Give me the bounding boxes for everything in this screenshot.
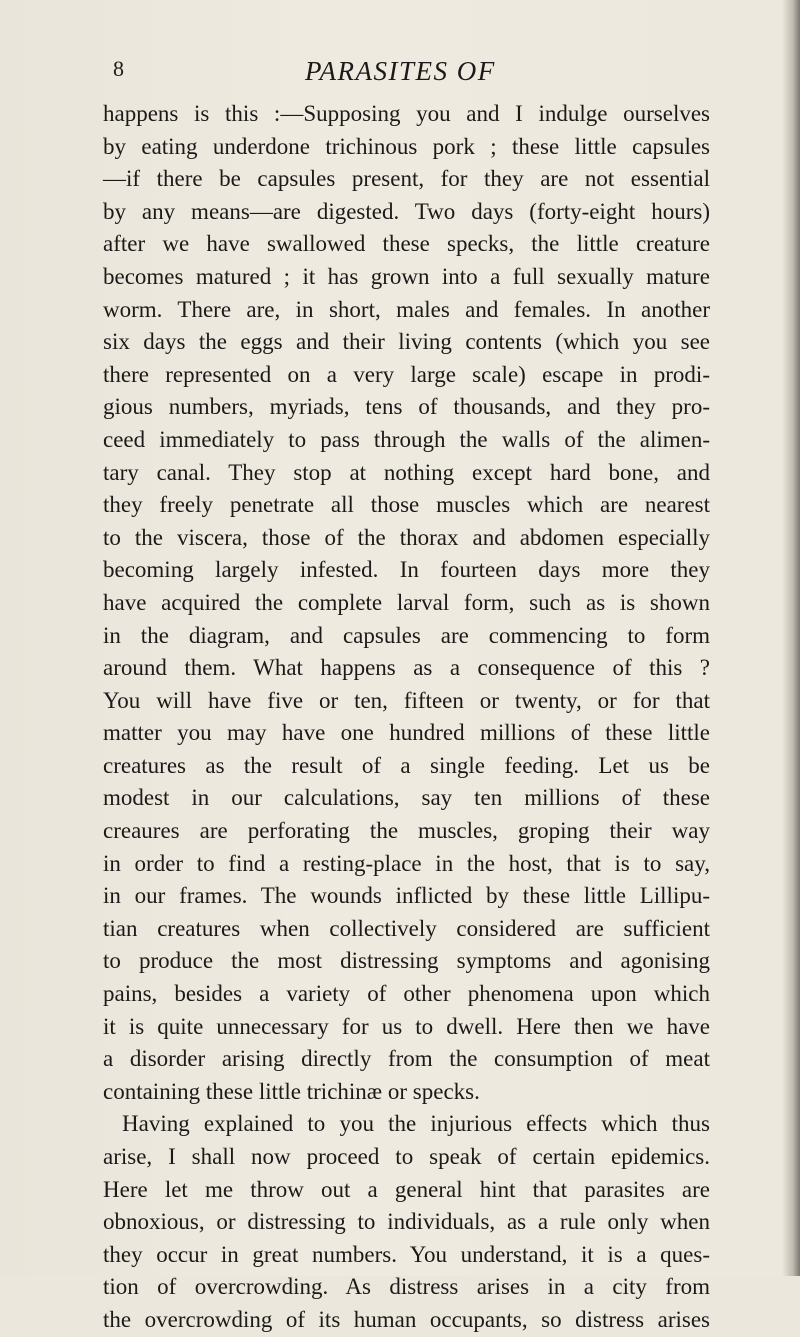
- text-line: to produce the most distressing symptoms and agonising: [103, 948, 710, 974]
- text-line: arise, I shall now proceed to speak of certain epidemics.: [103, 1144, 710, 1169]
- text-line: tion of overcrowding. As distress arises in a city from: [103, 1274, 710, 1300]
- text-line: obnoxious, or distressing to individuals, as a rule only when: [103, 1209, 710, 1235]
- text-line: there represented on a very large scale) escape in prodi-: [103, 361, 710, 387]
- running-head: PARASITES OF: [305, 56, 496, 86]
- text-line: in our frames. The wounds inflicted by these little Lillipu-: [103, 883, 710, 909]
- text-line: becomes matured ; it has grown into a full sexually mature: [103, 263, 710, 289]
- text-line: tary canal. They stop at nothing except hard bone, and: [103, 459, 710, 485]
- text-line: they freely penetrate all those muscles which are nearest: [103, 492, 710, 518]
- text-line: worm. There are, in short, males and females. In another: [103, 296, 710, 322]
- text-line: six days the eggs and their living contents (which you see: [103, 329, 710, 355]
- text-line: You will have five or ten, fifteen or twenty, or for that: [103, 687, 710, 713]
- text-line: creaures are perforating the muscles, groping their way: [103, 818, 710, 844]
- text-line: they occur in great numbers. You understand, it is a ques-: [103, 1241, 710, 1267]
- text-line: happens is this :—Supposing you and I indulge ourselves: [103, 101, 710, 126]
- text-line: the overcrowding of its human occupants, so distress arises: [103, 1306, 710, 1332]
- body-text: [103, 98, 710, 1337]
- text-line: in order to find a resting-place in the host, that is to say,: [103, 850, 710, 876]
- text-line: —if there be capsules present, for they are not essential: [103, 166, 710, 192]
- page-spine-shadow: [782, 0, 800, 1276]
- text-line: creatures as the result of a single feeding. Let us be: [103, 752, 710, 778]
- text-line: becoming largely infested. In fourteen days more they: [103, 557, 710, 583]
- page-number: 8: [113, 56, 124, 81]
- text-line: modest in our calculations, say ten millions of these: [103, 785, 710, 811]
- text-line: by any means—are digested. Two days (forty-eight hours): [103, 198, 710, 224]
- text-line: pains, besides a variety of other phenomena upon which: [103, 981, 710, 1007]
- text-line: around them. What happens as a consequence of this ?: [103, 655, 710, 681]
- page-header: [0, 56, 800, 92]
- text-line: Here let me throw out a general hint that parasites are: [103, 1176, 710, 1202]
- text-line: a disorder arising directly from the consumption of meat: [103, 1046, 710, 1072]
- text-line: after we have swallowed these specks, the little creature: [103, 231, 710, 257]
- text-line: matter you may have one hundred millions of these little: [103, 720, 710, 746]
- text-line: tian creatures when collectively considered are sufficient: [103, 915, 710, 941]
- text-line: to the viscera, those of the thorax and abdomen especially: [103, 524, 710, 550]
- text-line: Having explained to you the injurious effects which thus: [122, 1111, 710, 1137]
- text-line: ceed immediately to pass through the walls of the alimen-: [103, 426, 710, 452]
- text-line: it is quite unnecessary for us to dwell. Here then we have: [103, 1013, 710, 1039]
- text-line: in the diagram, and capsules are commencing to form: [103, 622, 710, 648]
- text-line: by eating underdone trichinous pork ; these little capsules: [103, 133, 710, 159]
- text-line: containing these little trichinæ or specks.: [103, 1078, 480, 1104]
- text-line: have acquired the complete larval form, such as is shown: [103, 589, 710, 615]
- text-line: gious numbers, myriads, tens of thousands, and they pro-: [103, 394, 710, 420]
